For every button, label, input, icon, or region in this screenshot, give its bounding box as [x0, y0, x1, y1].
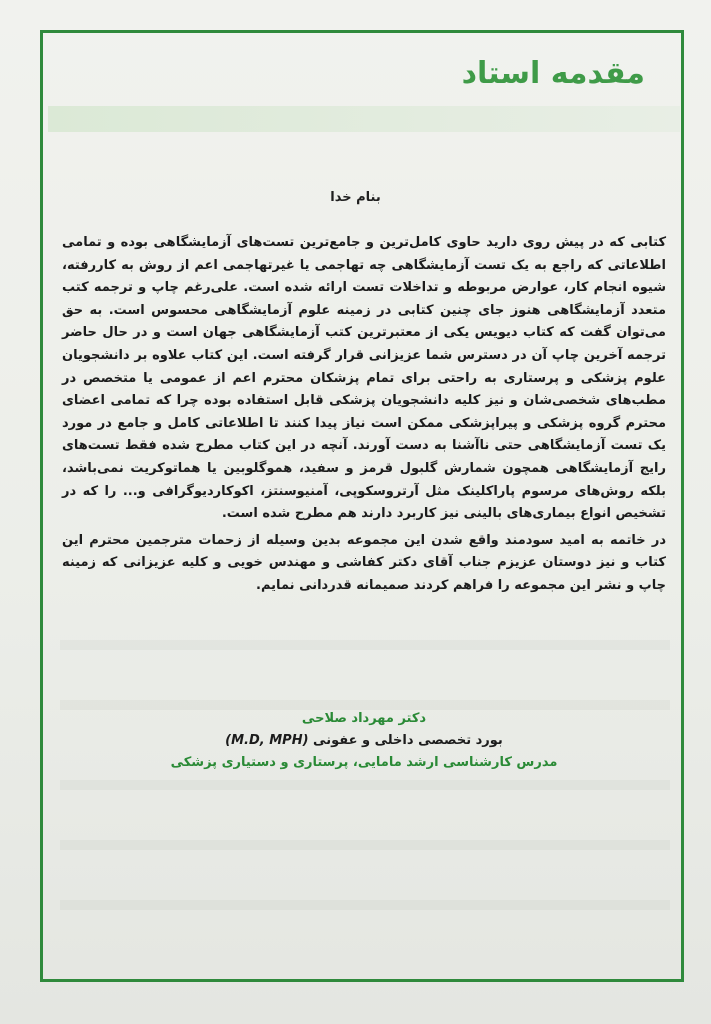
paragraph-closing: در خاتمه به امید سودمند واقع شدن این مجموعه بدین وسیله از زحمات مترجمین محترم این کتاب و نیز دوستان عزیزم جناب آقای دکتر کفاشی و مهندس خویی و کلیه عزیزانی که زمینه چاپ و نشر این مجموعه را فراهم کردند صمیمانه قدردانی نمایم. [62, 532, 666, 593]
heading-underlay-bar [48, 106, 680, 132]
paragraph-main: کتابی که در پیش روی دارید حاوی کامل‌ترین و جامع‌ترین تست‌های آزمایشگاهی بوده و تمامی اطلاعاتی که راجع به یک تست آزمایشگاهی چه تهاجمی یا غیرتهاجمی اعم از روش به کاررفته، شیوه انجام کار، عوارض مربوطه و تداخلات تست ارائه شده است. علی‌رغم چاپ و ترجمه کتب متعدد آزمایشگاهی هنوز جای چنین کتابی در زمینه علوم آزمایشگاهی محسوس است. به حق می‌توان گفت که کتاب دیویس یکی از معتبرترین کتب آزمایشگاهی جهان است و در حال حاضر ترجمه آخرین چاپ آن در دسترس شما عزیزانی قرار گرفته است. این کتاب علاوه بر دانشجویان علوم پزشکی و پرستاری به راحتی برای تمام پزشکان محترم اعم از عمومی یا متخصص در مطب‌های شخصی‌شان و نیز کلیه دانشجویان پزشکی قابل استفاده بوده چرا که تمامی اعضای محترم گروه پزشکی و پیراپزشکی ممکن است نیاز پیدا کنند تا اطلاعاتی کامل و جامع در مورد یک تست آزمایشگاهی حتی ناآشنا به دست آورند. آنچه در این کتاب مطرح شده فقط تست‌های رایج آزمایشگاهی همچون شمارش گلبول قرمز و سفید، هموگلوبین یا هماتوکریت نمی‌باشد، بلکه روش‌های مرسوم پاراکلینک مثل آرتروسکوپی، آمنیوسنتز، اکوکاردیوگرافی و... را که در تشخیص انواع بیماری‌های بالینی نیز کاربرد دارند هم مطرح شده است. [62, 235, 666, 522]
signature-role: مدرس کارشناسی ارشد مامایی، پرستاری و دستیاری پزشکی [170, 755, 558, 770]
salutation: بنام خدا [330, 190, 381, 205]
signature-name: دکتر مهرداد صلاحی [301, 711, 427, 726]
signature-title: بورد تخصصی داخلی و عفونی [313, 733, 503, 748]
body-text [62, 232, 666, 602]
signature-degree: (M.D, MPH) [225, 733, 309, 748]
page-heading: مقدمه استاد [461, 56, 645, 91]
signature-title-line [62, 730, 666, 752]
signature-block [62, 708, 666, 774]
